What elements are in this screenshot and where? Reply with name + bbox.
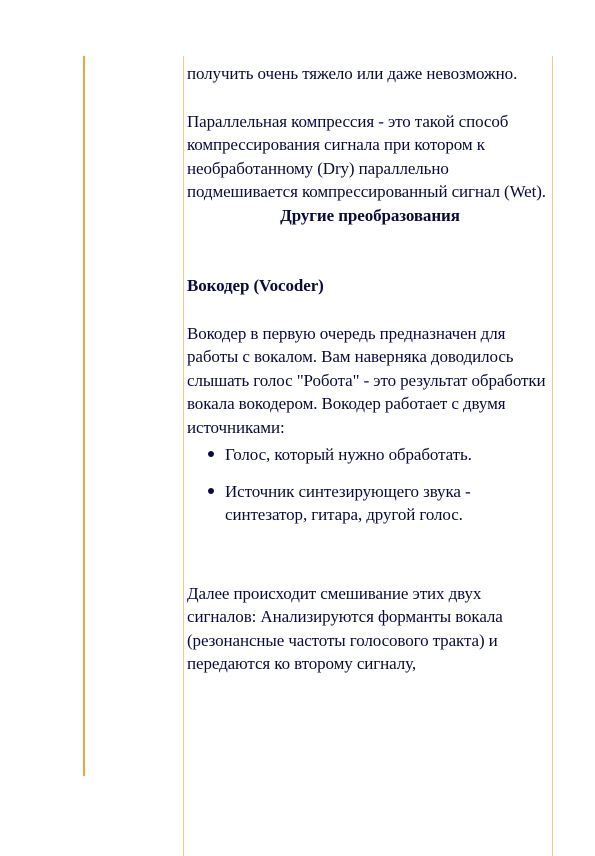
- page-content: [187, 62, 553, 676]
- bullet-icon: [208, 451, 214, 457]
- list-item: [187, 443, 553, 467]
- paragraph-vocoder-intro: Вокодер в первую очередь предназначен для работы с вокалом. Вам наверняка доводилось слышать голос "Робота" - это результат обработки вокала вокодером. Вокодер работает с двумя источниками:: [187, 323, 546, 437]
- paragraph-mixing: Далее происходит смешивание этих двух сигналов: Анализируются форманты вокала (резонансные частоты голосового тракта) и передаются ко второму сигналу,: [187, 583, 503, 673]
- list-item-text: Голос, который нужно обработать.: [225, 445, 472, 464]
- paragraph-continuation: получить очень тяжело или даже невозможно.: [187, 64, 518, 83]
- spacer: [187, 86, 553, 110]
- section-heading-other-transformations: Другие преобразования: [280, 205, 460, 225]
- left-margin-rule: [83, 56, 85, 776]
- list-item: [187, 480, 553, 527]
- bullet-icon: [208, 488, 214, 494]
- spacer: [187, 540, 553, 582]
- spacer: [187, 227, 553, 274]
- list-item-text: Источник синтезирующего звука - синтезатор, гитара, другой голос.: [225, 481, 471, 524]
- paragraph-parallel-compression: Параллельная компрессия - это такой способ компрессирования сигнала при котором к необработанному (Dry) параллельно подмешивается компрессированный сигнал (Wet).: [187, 111, 546, 201]
- spacer: [187, 298, 553, 322]
- subsection-heading-vocoder: Вокодер (Vocoder): [187, 276, 324, 295]
- bullet-list: [187, 443, 553, 527]
